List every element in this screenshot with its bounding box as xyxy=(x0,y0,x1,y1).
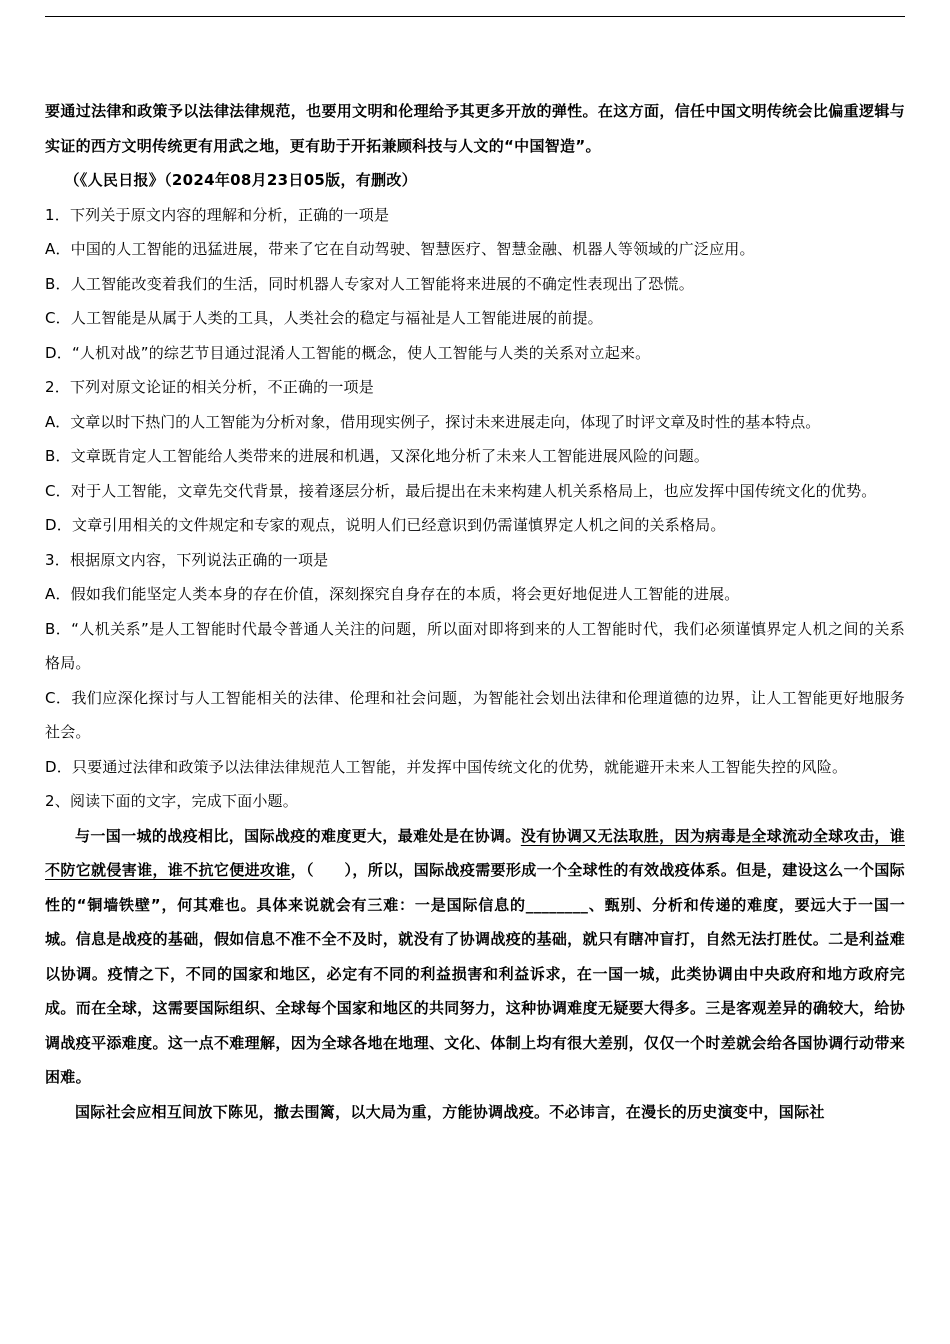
option-a: A．文章以时下热门的人工智能为分析对象，借用现实例子，探讨未来进展走向，体现了时评文章及时性的基本特点。 xyxy=(45,412,821,431)
question-3 xyxy=(45,543,905,785)
option-c: C．人工智能是从属于人类的工具，人类社会的稳定与福祉是人工智能进展的前提。 xyxy=(45,309,603,327)
option-d: D．文章引用相关的文件规定和专家的观点，说明人们已经意识到仍需谨慎界定人机之间的关系格局。 xyxy=(45,516,726,534)
question-stem: 2．下列对原文论证的相关分析，不正确的一项是 xyxy=(45,378,374,396)
passage-paragraph: 要通过法律和政策予以法律法律规范，也要用文明和伦理给予其更多开放的弹性。在这方面，信任中国文明传统会比偏重逻辑与实证的西方文明传统更有用武之地，更有助于开拓兼顾科技与人文的“中国智造”。 xyxy=(45,102,905,155)
question-stem: 1．下列关于原文内容的理解和分析，正确的一项是 xyxy=(45,205,390,224)
passage-paragraph: 国际社会应相互间放下陈见，撤去围篱，以大局为重，方能协调战疫。不必讳言，在漫长的历史演变中，国际社 xyxy=(75,1102,825,1121)
passage-text: 与一国一城的战疫相比，国际战疫的难度更大，最难处是在协调。 xyxy=(75,826,521,845)
option-c: C．对于人工智能，文章先交代背景，接着逐层分析，最后提出在未来构建人机关系格局上，也应发挥中国传统文化的优势。 xyxy=(45,481,877,500)
option-b: B．人工智能改变着我们的生活，同时机器人专家对人工智能将来进展的不确定性表现出了恐慌。 xyxy=(45,274,694,293)
option-b: B．“人机关系”是人工智能时代最令普通人关注的问题，所以面对即将到来的人工智能时代，我们必须谨慎界定人机之间的关系格局。 xyxy=(45,619,905,672)
option-b: B．文章既肯定人工智能给人类带来的进展和机遇，又深化地分析了未来人工智能进展风险的问题。 xyxy=(45,447,710,465)
option-a: A．假如我们能坚定人类本身的存在价值，深刻探究自身存在的本质，将会更好地促进人工智能的进展。 xyxy=(45,585,740,603)
header-rule xyxy=(45,16,905,17)
question-stem: 3．根据原文内容，下列说法正确的一项是 xyxy=(45,550,329,569)
option-a: A．中国的人工智能的迅猛进展，带来了它在自动驾驶、智慧医疗、智慧金融、机器人等领域的广泛应用。 xyxy=(45,240,755,258)
passage-paragraph xyxy=(45,819,905,1095)
option-d: D．只要通过法律和政策予以法律法律规范人工智能，并发挥中国传统文化的优势，就能避开未来人工智能失控的风险。 xyxy=(45,757,848,776)
source-citation: （《人民日报》（2024年08月23日05版，有删改） xyxy=(64,171,417,189)
underlined-sentence: 没有协调又无法取胜，因为病毒是全球流动全球攻击，谁不防它就侵害谁，谁不抗它便进攻谁 xyxy=(45,826,905,879)
question-2 xyxy=(45,370,905,543)
section-heading: 2、阅读下面的文字，完成下面小题。 xyxy=(45,792,298,810)
document-page xyxy=(45,94,905,1129)
option-c: C．我们应深化探讨与人工智能相关的法律、伦理和社会问题，为智能社会划出法律和伦理道德的边界，让人工智能更好地服务社会。 xyxy=(45,688,905,741)
passage-text: ，（ ），所以，国际战疫需要形成一个全球性的有效战疫体系。但是，建设这么一个国际性的“铜墙铁壁”，何其难也。具体来说就会有三难：一是国际信息的________、甄别、分析和传递的难度，要远大于一国一城。信息是战疫的基础，假如信息不准不全不及时，就没有了协调战疫的基础，就只有瞎冲盲打，自然无法打胜仗。二是利益难以协调。疫情之下，不同的国家和地区，必定有不同的利益损害和利益诉求，在一国一城，此类协调由中央政府和地方政府完成。而在全球，这需要国际组织、全球每个国家和地区的共同努力，这种协调难度无疑要大得多。三是客观差异的确较大，给协调战疫平添难度。这一点不难理解，因为全球各地在地理、文化、体制上均有很大差别，仅仅一个时差就会给各国协调行动带来困难。 xyxy=(45,861,905,1086)
question-1 xyxy=(45,198,905,371)
option-d: D．“人机对战”的综艺节目通过混淆人工智能的概念，使人工智能与人类的关系对立起来。 xyxy=(45,343,651,362)
